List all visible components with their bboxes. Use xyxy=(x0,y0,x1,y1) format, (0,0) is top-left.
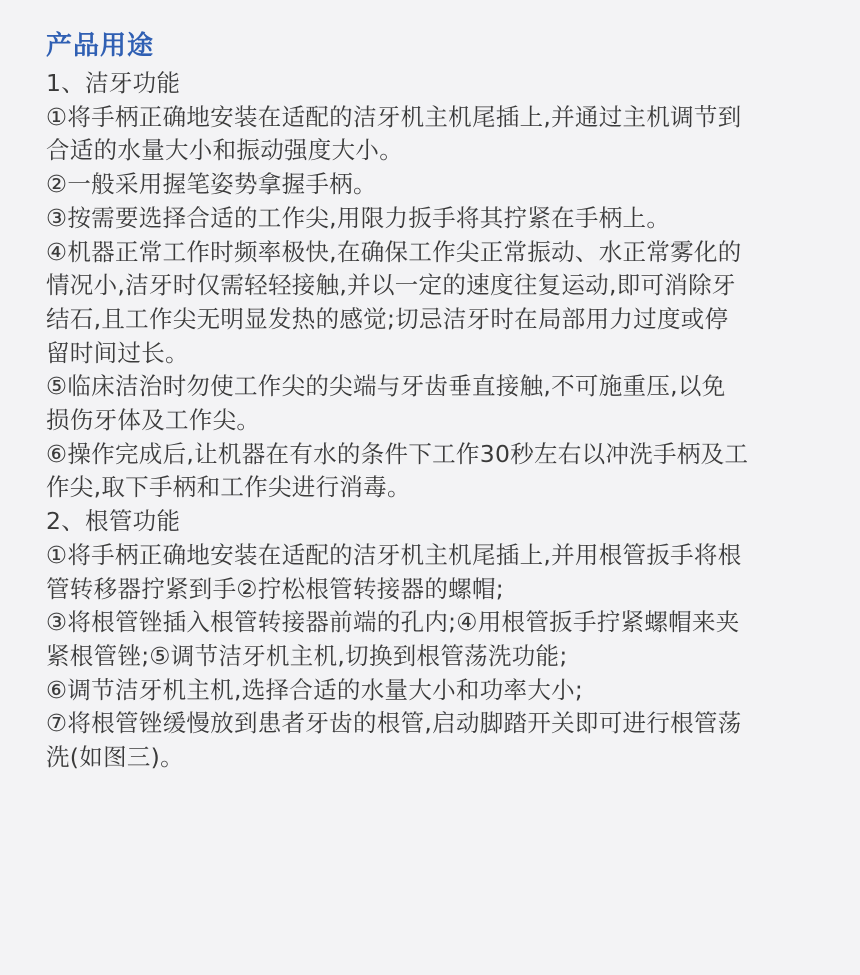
text-line: ①将手柄正确地安装在适配的洁牙机主机尾插上,并通过主机调节到 xyxy=(46,102,742,131)
text-line: ⑦将根管锉缓慢放到患者牙齿的根管,启动脚踏开关即可进行根管荡 xyxy=(46,709,742,738)
text-line: ④机器正常工作时频率极快,在确保工作尖正常振动、水正常雾化的 xyxy=(46,237,742,266)
section-heading-root-canal: 2、根管功能 xyxy=(46,507,181,536)
text-line: 情况小,洁牙时仅需轻轻接触,并以一定的速度往复运动,即可消除牙 xyxy=(46,271,736,300)
text-line: 管转移器拧紧到手②拧松根管转接器的螺帽; xyxy=(46,574,504,603)
text-line: 结石,且工作尖无明显发热的感觉;切忌洁牙时在局部用力过度或停 xyxy=(46,304,729,333)
text-line: 损伤牙体及工作尖。 xyxy=(46,406,261,435)
page-title: 产品用途 xyxy=(46,31,155,61)
text-line: 留时间过长。 xyxy=(46,338,189,367)
text-line: 作尖,取下手柄和工作尖进行消毒。 xyxy=(46,473,411,502)
text-line: ③按需要选择合适的工作尖,用限力扳手将其拧紧在手柄上。 xyxy=(46,203,671,232)
text-line: 洗(如图三)。 xyxy=(46,743,184,772)
text-line: 紧根管锉;⑤调节洁牙机主机,切换到根管荡洗功能; xyxy=(46,641,568,670)
section-heading-cleaning: 1、洁牙功能 xyxy=(46,69,181,97)
text-line: ③将根管锉插入根管转接器前端的孔内;④用根管扳手拧紧螺帽来夹 xyxy=(46,608,740,637)
text-line: ⑥调节洁牙机主机,选择合适的水量大小和功率大小; xyxy=(46,675,584,704)
text-line: ②一般采用握笔姿势拿握手柄。 xyxy=(46,170,377,199)
text-line: ⑤临床洁治时勿使工作尖的尖端与牙齿垂直接触,不可施重压,以免 xyxy=(46,372,726,401)
text-line: 合适的水量大小和振动强度大小。 xyxy=(46,136,403,165)
text-line: ①将手柄正确地安装在适配的洁牙机主机尾插上,并用根管扳手将根 xyxy=(46,540,742,569)
text-line: ⑥操作完成后,让机器在有水的条件下工作30秒左右以冲洗手柄及工 xyxy=(46,439,749,468)
